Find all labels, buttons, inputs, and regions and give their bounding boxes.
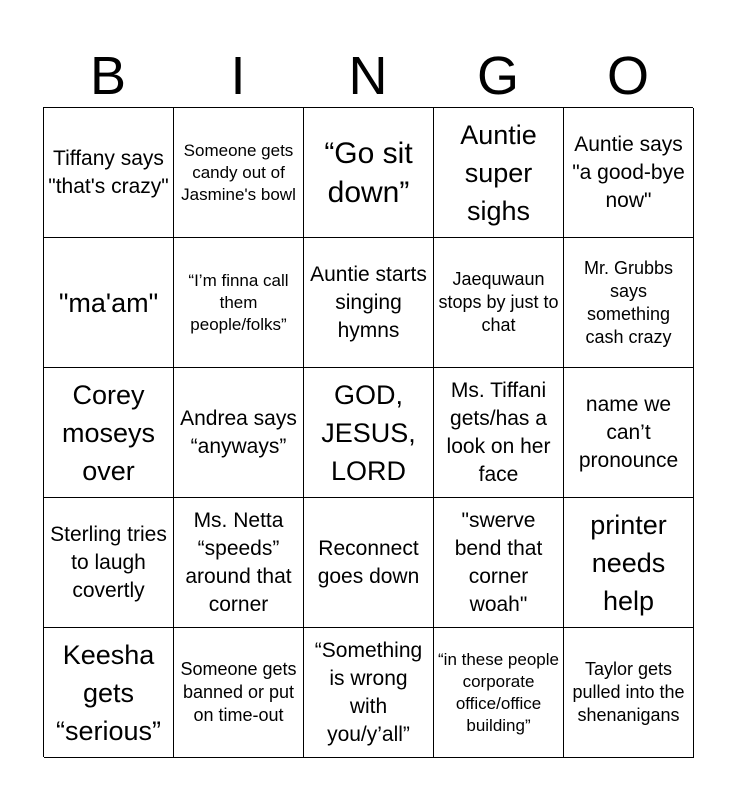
bingo-cell[interactable]	[434, 108, 564, 238]
cell-text: Keesha gets “serious”	[55, 639, 162, 746]
cell-text: “in these people corporate office/office building”	[438, 649, 559, 735]
cell-text: Taylor gets pulled into the shenanigans	[572, 659, 685, 725]
cell-text: “Go sit down”	[324, 136, 413, 209]
bingo-cell[interactable]	[564, 498, 694, 628]
cell-text: name we can’t pronounce	[578, 392, 679, 472]
bingo-cell[interactable]	[44, 628, 174, 758]
header-letter-b: B	[89, 46, 127, 106]
bingo-cell[interactable]	[174, 628, 304, 758]
bingo-cell[interactable]	[434, 238, 564, 368]
bingo-cell[interactable]	[434, 628, 564, 758]
bingo-cell[interactable]	[304, 368, 434, 498]
bingo-cell[interactable]	[44, 108, 174, 238]
bingo-cell[interactable]	[304, 628, 434, 758]
cell-text: Someone gets candy out of Jasmine's bowl	[181, 140, 296, 204]
header-letter-n: N	[348, 46, 388, 106]
header-letter-g: G	[476, 46, 519, 106]
cell-text: GOD, JESUS, LORD	[321, 379, 416, 486]
cell-text: Corey moseys over	[61, 379, 156, 486]
cell-text: "ma'am"	[58, 287, 159, 318]
cell-text: Auntie says "a good-bye now"	[572, 132, 685, 212]
bingo-cell[interactable]	[44, 368, 174, 498]
bingo-cell[interactable]	[564, 238, 694, 368]
cell-text: Sterling tries to laugh covertly	[50, 522, 167, 602]
bingo-cell[interactable]	[434, 498, 564, 628]
cell-text: printer needs help	[590, 509, 667, 616]
cell-text: Ms. Tiffani gets/has a look on her face	[446, 378, 551, 486]
cell-text: Mr. Grubbs says something cash crazy	[583, 257, 674, 347]
bingo-cell[interactable]	[174, 238, 304, 368]
bingo-cell[interactable]	[44, 238, 174, 368]
header-letter-o: O	[606, 46, 649, 106]
bingo-cell[interactable]	[174, 108, 304, 238]
cell-text: Ms. Netta “speeds” around that corner	[185, 508, 292, 616]
bingo-cell[interactable]	[304, 238, 434, 368]
bingo-board	[43, 107, 693, 757]
cell-text: Reconnect goes down	[317, 536, 420, 588]
cell-text: "swerve bend that corner woah"	[454, 508, 543, 616]
header-letter-i: I	[230, 46, 246, 106]
cell-text: “I’m finna call them people/folks”	[188, 270, 289, 334]
cell-text: Jaequwaun stops by just to chat	[438, 269, 559, 335]
bingo-cell[interactable]	[44, 498, 174, 628]
cell-text: “Something is wrong with you/y’all”	[314, 638, 423, 746]
cell-text: Auntie super sighs	[460, 119, 537, 226]
cell-text: Auntie starts singing hymns	[310, 262, 427, 342]
bingo-cell[interactable]	[304, 108, 434, 238]
bingo-cell[interactable]	[564, 628, 694, 758]
cell-text: Tiffany says "that's crazy"	[48, 146, 169, 198]
bingo-cell[interactable]	[174, 368, 304, 498]
bingo-cell[interactable]	[564, 108, 694, 238]
cell-text: Andrea says “anyways”	[180, 406, 297, 458]
bingo-cell[interactable]	[304, 498, 434, 628]
bingo-header	[43, 46, 693, 106]
bingo-cell[interactable]	[434, 368, 564, 498]
bingo-cell[interactable]	[564, 368, 694, 498]
bingo-cell[interactable]	[174, 498, 304, 628]
cell-text: Someone gets banned or put on time-out	[180, 659, 297, 725]
